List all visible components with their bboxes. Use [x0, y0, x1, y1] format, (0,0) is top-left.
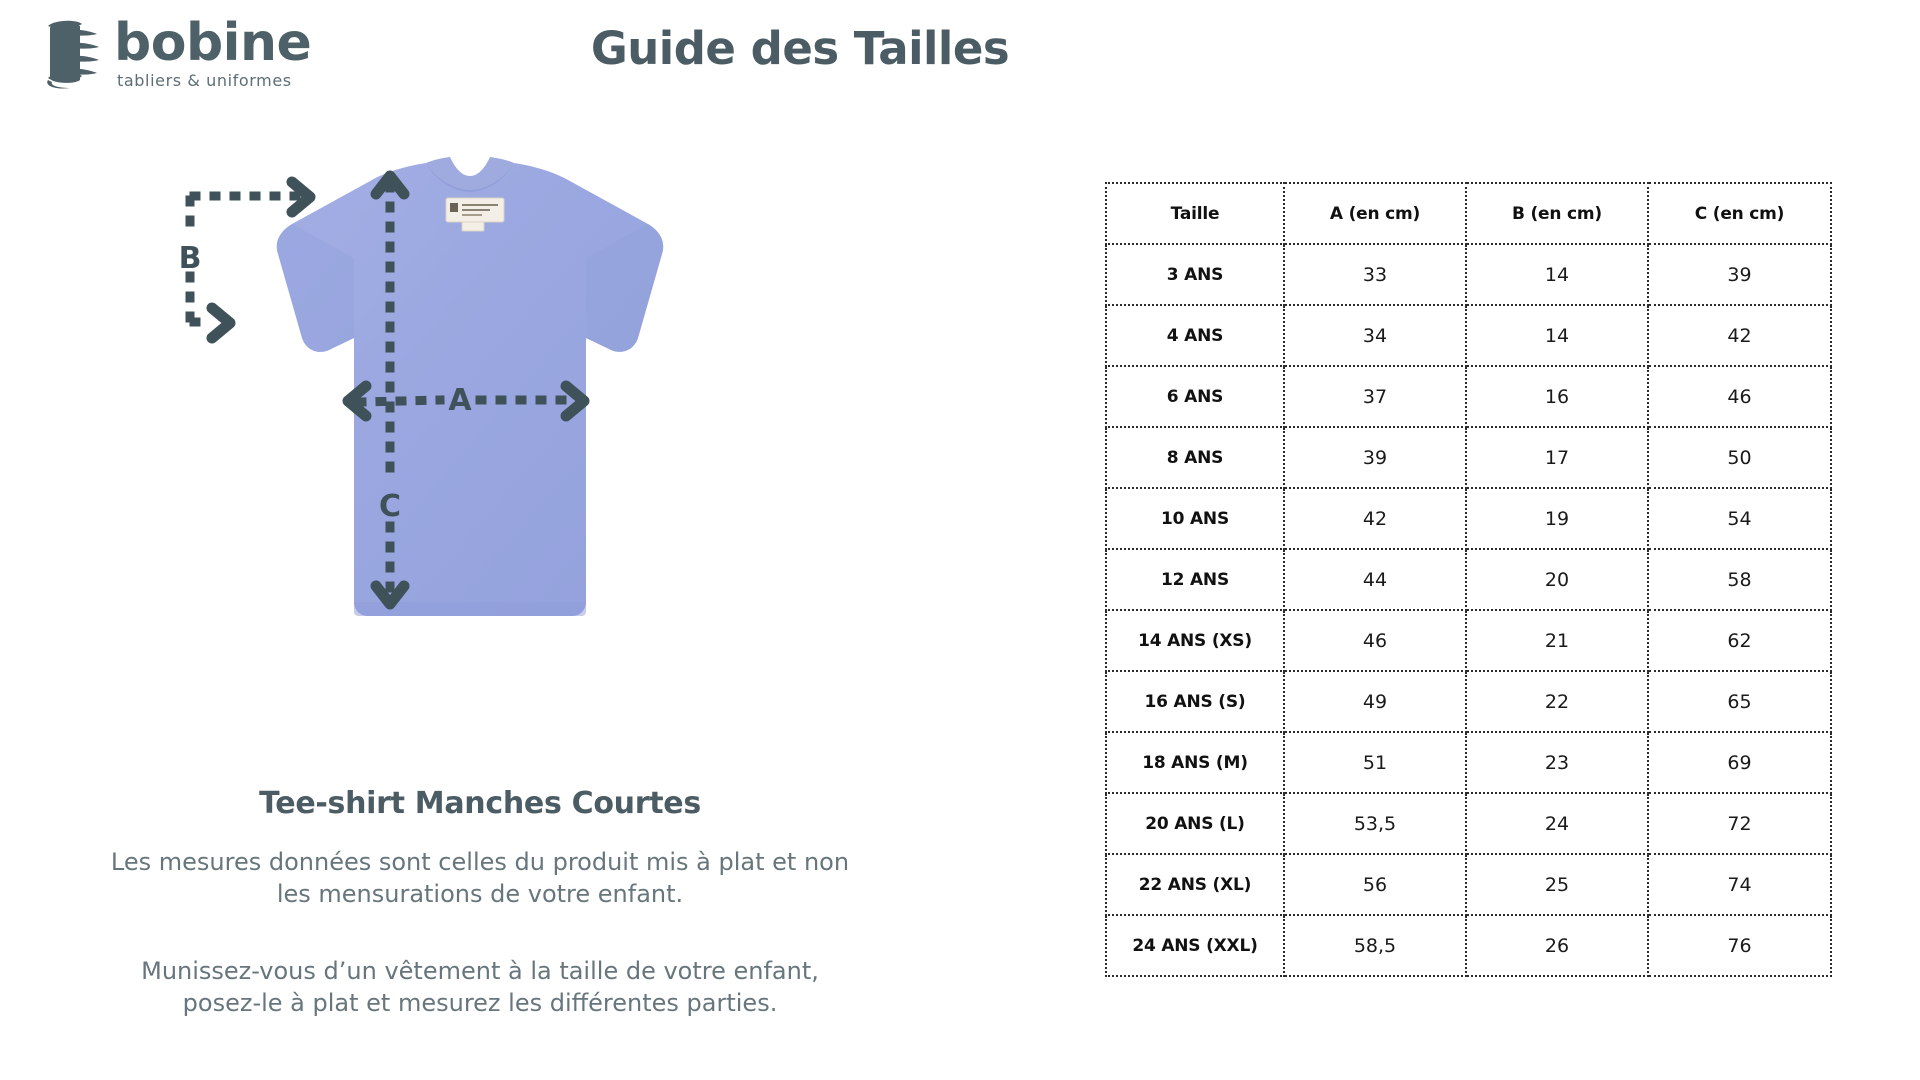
cell-b: 24	[1466, 793, 1648, 854]
cell-a: 56	[1284, 854, 1466, 915]
size-table-container	[1105, 182, 1830, 977]
cell-b: 25	[1466, 854, 1648, 915]
page-title-text: Guide des Tailles	[590, 22, 1010, 75]
table-row	[1106, 732, 1831, 793]
cell-c: 74	[1648, 854, 1831, 915]
cell-size: 3 ANS	[1106, 244, 1284, 305]
product-description-1: Les mesures données sont celles du produit mis à plat et non les mensurations de votre enfant.	[110, 848, 850, 908]
table-row	[1106, 671, 1831, 732]
cell-b: 14	[1466, 305, 1648, 366]
page-header	[0, 0, 1920, 120]
table-row	[1106, 549, 1831, 610]
cell-size: 4 ANS	[1106, 305, 1284, 366]
cell-c: 58	[1648, 549, 1831, 610]
cell-a: 34	[1284, 305, 1466, 366]
cell-b: 20	[1466, 549, 1648, 610]
table-row	[1106, 366, 1831, 427]
cell-a: 51	[1284, 732, 1466, 793]
cell-c: 72	[1648, 793, 1831, 854]
size-table	[1105, 182, 1832, 977]
cell-size: 18 ANS (M)	[1106, 732, 1284, 793]
measure-label-b: B	[178, 241, 202, 276]
column-header-b: B (en cm)	[1466, 183, 1648, 244]
cell-b: 17	[1466, 427, 1648, 488]
cell-b: 21	[1466, 610, 1648, 671]
cell-a: 42	[1284, 488, 1466, 549]
product-title: Tee-shirt Manches Courtes	[259, 786, 701, 821]
cell-b: 22	[1466, 671, 1648, 732]
table-row	[1106, 915, 1831, 976]
measure-label-c: C	[378, 489, 402, 524]
brand-name: bobine	[114, 13, 312, 73]
table-row	[1106, 305, 1831, 366]
cell-c: 42	[1648, 305, 1831, 366]
cell-size: 20 ANS (L)	[1106, 793, 1284, 854]
column-header-c: C (en cm)	[1648, 183, 1831, 244]
cell-size: 8 ANS	[1106, 427, 1284, 488]
table-row	[1106, 488, 1831, 549]
cell-size: 10 ANS	[1106, 488, 1284, 549]
column-header-taille: Taille	[1106, 183, 1284, 244]
cell-b: 23	[1466, 732, 1648, 793]
cell-c: 62	[1648, 610, 1831, 671]
cell-size: 22 ANS (XL)	[1106, 854, 1284, 915]
cell-a: 58,5	[1284, 915, 1466, 976]
shirt-illustration	[0, 150, 960, 790]
cell-a: 33	[1284, 244, 1466, 305]
cell-a: 39	[1284, 427, 1466, 488]
product-description-2: Munissez-vous d’un vêtement à la taille de votre enfant, posez-le à plat et mesurez les différentes parties.	[141, 957, 819, 1018]
cell-c: 76	[1648, 915, 1831, 976]
table-row	[1106, 793, 1831, 854]
column-header-a: A (en cm)	[1284, 183, 1466, 244]
table-row	[1106, 610, 1831, 671]
cell-c: 54	[1648, 488, 1831, 549]
measure-label-a: A	[448, 383, 472, 418]
table-row	[1106, 427, 1831, 488]
cell-size: 14 ANS (XS)	[1106, 610, 1284, 671]
cell-size: 24 ANS (XXL)	[1106, 915, 1284, 976]
product-panel	[0, 150, 960, 1020]
cell-a: 49	[1284, 671, 1466, 732]
cell-b: 26	[1466, 915, 1648, 976]
cell-c: 50	[1648, 427, 1831, 488]
cell-b: 16	[1466, 366, 1648, 427]
cell-c: 69	[1648, 732, 1831, 793]
cell-a: 44	[1284, 549, 1466, 610]
cell-a: 46	[1284, 610, 1466, 671]
cell-c: 39	[1648, 244, 1831, 305]
cell-size: 6 ANS	[1106, 366, 1284, 427]
brand-tagline: tabliers & uniformes	[117, 70, 292, 90]
cell-c: 46	[1648, 366, 1831, 427]
table-header-row	[1106, 183, 1831, 244]
tee-shirt-diagram	[150, 150, 770, 770]
cell-b: 19	[1466, 488, 1648, 549]
cell-size: 16 ANS (S)	[1106, 671, 1284, 732]
table-row	[1106, 244, 1831, 305]
cell-a: 37	[1284, 366, 1466, 427]
cell-c: 65	[1648, 671, 1831, 732]
cell-b: 14	[1466, 244, 1648, 305]
page-title	[0, 22, 1920, 75]
table-row	[1106, 854, 1831, 915]
cell-size: 12 ANS	[1106, 549, 1284, 610]
cell-a: 53,5	[1284, 793, 1466, 854]
